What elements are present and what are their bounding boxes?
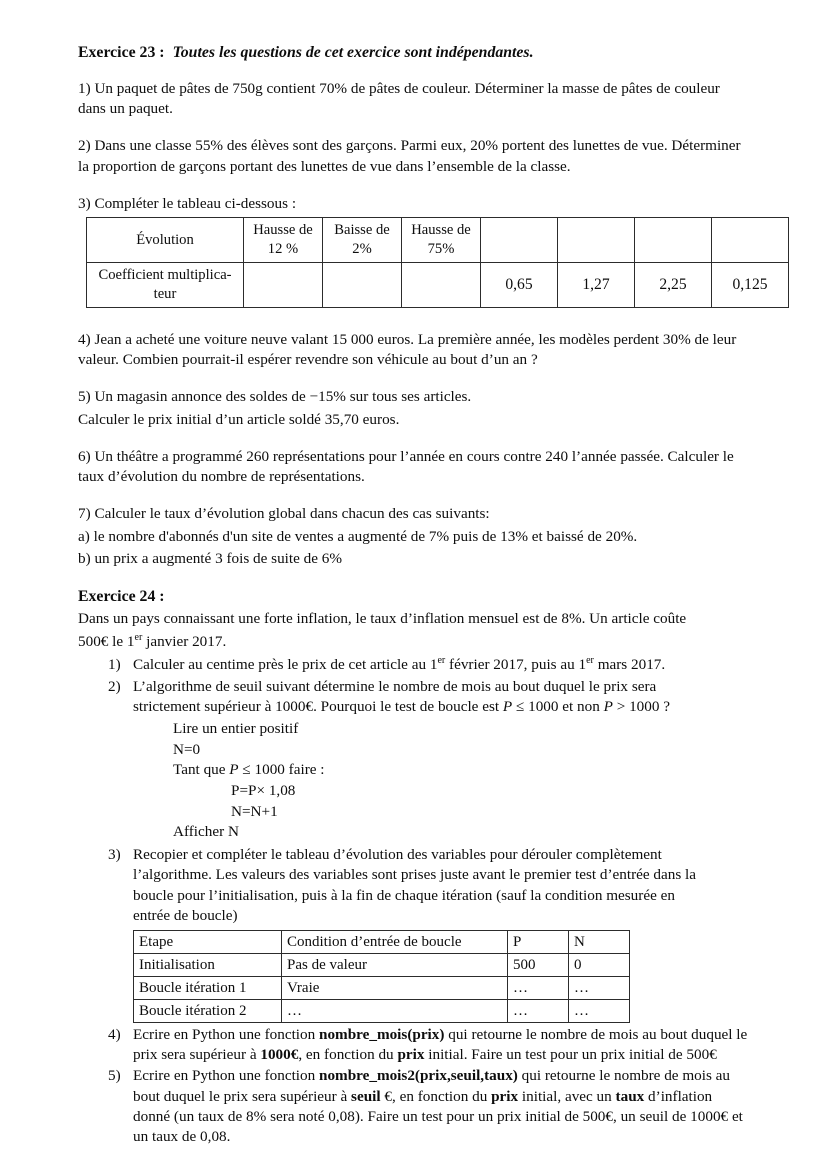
exercise-23-subtitle: Toutes les questions de cet exercice sont indépendantes.	[172, 44, 534, 61]
algo-while-prefix: Tant que	[173, 761, 230, 779]
table-row	[134, 954, 630, 977]
coef-cell-line2: 75%	[427, 241, 455, 258]
coef-cell-value-7: 0,125	[712, 263, 789, 308]
algo-line-update-n: N=N+1	[231, 802, 278, 820]
step2-line-2-c: > 1000 ?	[612, 697, 670, 715]
step-number: 4)	[108, 1026, 121, 1043]
step4-part-c: , en fonction du	[298, 1046, 398, 1064]
coef-row1-label: Évolution	[87, 218, 244, 263]
exercise-23-heading	[78, 42, 750, 63]
param-seuil: seuil	[351, 1087, 381, 1105]
question-7a: a) le nombre d'abonnés d'un site de ventes a augmenté de 7% puis de 13% et baissé de 20%.	[78, 527, 638, 545]
coef-cell-evolution-3	[402, 218, 481, 263]
step2-line-1: L’algorithme de seuil suivant détermine le nombre de mois au bout duquel le prix sera	[133, 677, 657, 695]
ordinal-suffix: er	[134, 632, 143, 644]
step3-line-4: entrée de boucle)	[133, 906, 238, 924]
step3-line-2: l’algorithme. Les valeurs des variables sont prises juste avant le premier test d’entrée dans la	[133, 866, 697, 884]
param-taux: taux	[615, 1087, 645, 1105]
algo-line-while	[173, 760, 750, 781]
question-5-line-2: Calculer le prix initial d’un article soldé 35,70 euros.	[78, 410, 400, 428]
step3-line-3: boucle pour l’initialisation, puis à la fin de chaque itération (sauf la condition mesurée en	[133, 886, 675, 904]
exercise-24-heading	[78, 586, 750, 607]
step2-line-2-a: strictement supérieur à 1000€. Pourquoi le test de boucle est	[133, 697, 503, 715]
coef-cell-evolution-6-blank	[635, 218, 712, 263]
question-7b: b) un prix a augmenté 3 fois de suite de 6%	[78, 549, 343, 567]
algo-line-update-p: P=P× 1,08	[231, 782, 296, 800]
question-6: 6) Un théâtre a programmé 260 représentations pour l’année en cours contre 240 l’année passée. Calculer le taux d’évolution du nombre de représentations.	[78, 447, 734, 486]
coef-cell-evolution-4-blank	[481, 218, 558, 263]
document-page	[78, 42, 768, 1148]
step-text	[133, 655, 750, 675]
trace-cell-etape: Boucle itération 2	[134, 1000, 282, 1023]
coefficient-table	[86, 217, 789, 308]
trace-cell-n: 0	[569, 954, 630, 977]
coef-cell-evolution-2	[323, 218, 402, 263]
table-row	[134, 977, 630, 1000]
coef-cell-line1: Baisse de	[334, 222, 390, 239]
trace-cell-condition: Vraie	[282, 977, 508, 1000]
question-7-lead: 7) Calculer le taux d’évolution global dans chacun des cas suivants:	[78, 505, 490, 523]
step4-part-b: qui retourne le nombre de mois au bout duquel le prix sera supérieur à	[133, 1026, 748, 1064]
exercise-24-steps-final	[78, 1025, 750, 1147]
coef-cell-value-5: 1,27	[558, 263, 635, 308]
exercise-23-title: Exercice 23 :	[78, 44, 165, 61]
coef-cell-line1: Hausse de	[411, 222, 471, 239]
function-name-nombre-mois: nombre_mois(prix)	[319, 1026, 445, 1043]
coef-cell-line2: 12 %	[267, 241, 299, 258]
exercise-24-intro-line-1: Dans un pays connaissant une forte inflation, le taux d’inflation mensuel est de 8%. Un article coûte	[78, 610, 687, 627]
trace-cell-condition: …	[282, 1000, 508, 1023]
coef-cell-line2: 2%	[352, 241, 372, 258]
step-text	[133, 845, 750, 926]
coef-row2-label-line2: teur	[153, 286, 177, 303]
table-row	[87, 218, 789, 263]
step5-part-b: qui retourne le nombre de mois au bout duquel le prix sera supérieur à	[133, 1067, 731, 1105]
coef-cell-evolution-5-blank	[558, 218, 635, 263]
step5-part-c: €, en fonction du	[380, 1087, 492, 1105]
step-item-4	[78, 1025, 750, 1065]
table-header-row	[134, 931, 630, 954]
ordinal-suffix: er	[437, 655, 446, 667]
step4-part-a: Ecrire en Python une fonction	[133, 1026, 319, 1043]
step5-part-e: d’inflation donné (un taux de 8% sera noté 0,08). Faire un test pour un prix initial de 500€, un seuil de 1000€ et un taux de 0,08.	[133, 1087, 743, 1146]
step4-part-d: initial. Faire un test pour un prix initial de 500€	[424, 1046, 717, 1064]
step1-part-c: mars 2017.	[593, 656, 666, 674]
trace-cell-condition: Pas de valeur	[282, 954, 508, 977]
coef-cell-evolution-7-blank	[712, 218, 789, 263]
step-item-2	[78, 677, 750, 717]
step-number: 2)	[108, 677, 121, 695]
algo-line-display: Afficher N	[173, 823, 239, 841]
question-2: 2) Dans une classe 55% des élèves sont des garçons. Parmi eux, 20% portent des lunettes de vue. Déterminer la proportion de garçons portant des lunettes de vue dans l’ensemble de la classe.	[78, 137, 741, 175]
question-1: 1) Un paquet de pâtes de 750g contient 70% de pâtes de couleur. Déterminer la masse de pâtes de couleur dans un paquet.	[78, 80, 720, 118]
coef-cell-value-4: 0,65	[481, 263, 558, 308]
question-3-lead: 3) Compléter le tableau ci-dessous :	[78, 194, 297, 212]
function-name-nombre-mois2: nombre_mois2(prix,seuil,taux)	[319, 1067, 518, 1085]
step3-line-1: Recopier et compléter le tableau d’évolution des variables pour dérouler complètement	[133, 846, 662, 864]
step2-line-2-b: ≤ 1000 et non	[512, 697, 604, 715]
variable-P: P	[229, 761, 239, 779]
algo-line-read: Lire un entier positif	[173, 720, 299, 738]
question-5-line-1: 5) Un magasin annonce des soldes de −15% sur tous ses articles.	[78, 388, 472, 406]
param-prix: prix	[491, 1087, 519, 1105]
coef-cell-value-1-blank	[244, 263, 323, 308]
step1-part-a: Calculer au centime près le prix de cet article au 1	[133, 656, 438, 674]
algorithm-block	[78, 719, 750, 843]
coef-cell-value-6: 2,25	[635, 263, 712, 308]
trace-header-n: N	[569, 931, 630, 954]
trace-header-condition: Condition d’entrée de boucle	[282, 931, 508, 954]
step-number: 1)	[108, 656, 121, 674]
coef-row2-label	[87, 263, 244, 308]
trace-header-etape: Etape	[134, 931, 282, 954]
trace-cell-p: 500	[508, 954, 569, 977]
coef-cell-value-3-blank	[402, 263, 481, 308]
algo-while-suffix: ≤ 1000 faire :	[238, 761, 325, 779]
question-4: 4) Jean a acheté une voiture neuve valant 15 000 euros. La première année, les modèles perdent 30% de leur valeur. Combien pourrait-il espérer revendre son véhicule au bout d’un an ?	[78, 331, 737, 369]
param-prix: prix	[397, 1046, 425, 1064]
step-text	[133, 1066, 750, 1147]
step-item-3	[78, 845, 750, 926]
variable-trace-table	[133, 930, 630, 1023]
intro-price-date-a: 500€ le 1	[78, 633, 135, 651]
step-text	[133, 1025, 750, 1065]
step-number: 3)	[108, 846, 121, 864]
step-item-1	[78, 655, 750, 675]
step5-part-d: initial, avec un	[518, 1087, 616, 1105]
threshold-value: 1000€	[260, 1046, 299, 1064]
variable-P: P	[603, 697, 613, 715]
table-row	[87, 263, 789, 308]
trace-cell-p: …	[508, 977, 569, 1000]
step5-part-a: Ecrire en Python une fonction	[133, 1067, 319, 1085]
ordinal-suffix: er	[586, 655, 594, 667]
trace-cell-n: …	[569, 977, 630, 1000]
exercise-24-intro-line-2	[78, 632, 750, 652]
trace-cell-n: …	[569, 1000, 630, 1023]
trace-cell-p: …	[508, 1000, 569, 1023]
coef-cell-evolution-1	[244, 218, 323, 263]
coef-row2-label-line1: Coefficient multiplica-	[98, 267, 232, 284]
table-row	[134, 1000, 630, 1023]
coef-cell-line1: Hausse de	[253, 222, 313, 239]
algo-line-init-n: N=0	[173, 740, 201, 758]
step-text	[133, 677, 750, 717]
step-item-5	[78, 1066, 750, 1147]
trace-cell-etape: Boucle itération 1	[134, 977, 282, 1000]
step1-part-b: février 2017, puis au 1	[445, 656, 587, 674]
trace-cell-etape: Initialisation	[134, 954, 282, 977]
exercise-24-steps	[78, 655, 750, 717]
intro-price-date-b: janvier 2017.	[142, 633, 227, 651]
coef-cell-value-2-blank	[323, 263, 402, 308]
trace-header-p: P	[508, 931, 569, 954]
variable-P: P	[502, 697, 513, 715]
step-number: 5)	[108, 1067, 121, 1085]
exercise-24-steps-continued	[78, 845, 750, 926]
exercise-24-title: Exercice 24 :	[78, 588, 165, 605]
